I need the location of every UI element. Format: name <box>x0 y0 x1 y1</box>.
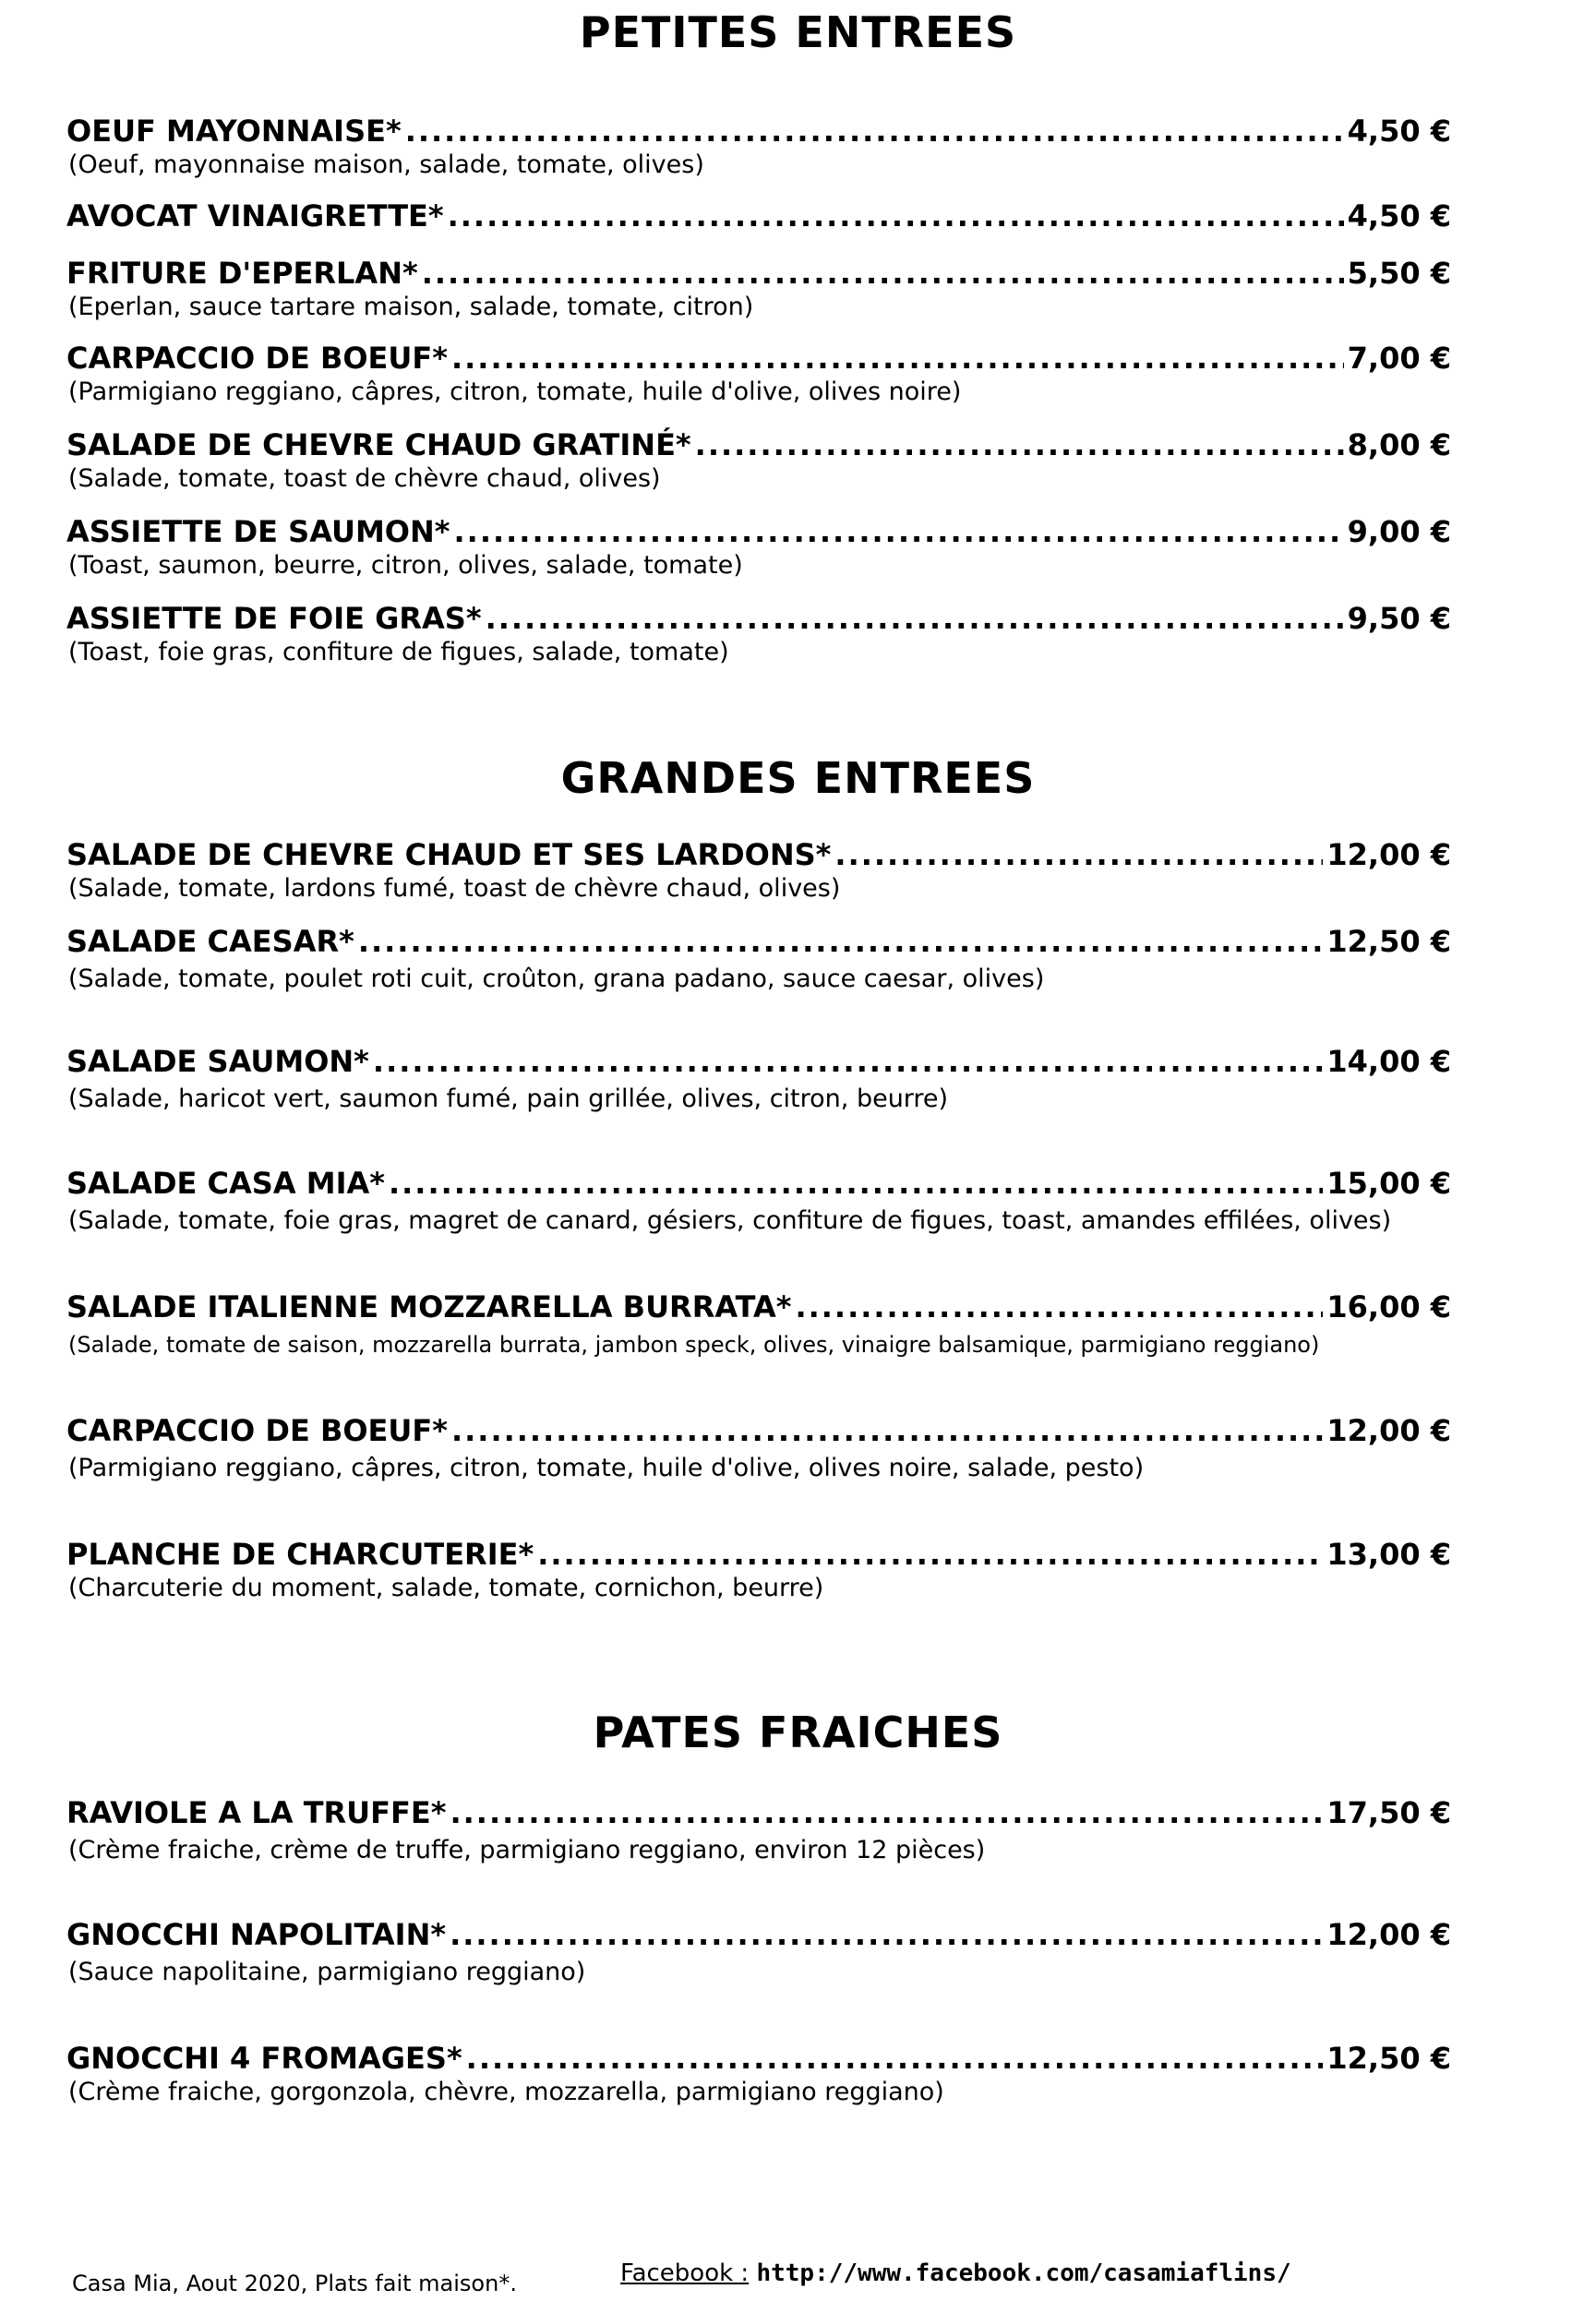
item-price: 9,00 € <box>1347 514 1451 549</box>
menu-item <box>66 1043 1451 1115</box>
item-name: SALADE CASA MIA* <box>66 1166 385 1201</box>
item-price: 9,50 € <box>1347 601 1451 636</box>
facebook-label: Facebook : <box>620 2259 750 2287</box>
item-name: SALADE SAUMON* <box>66 1044 369 1079</box>
menu-item <box>66 923 1451 995</box>
item-name: SALADE CAESAR* <box>66 924 354 959</box>
menu-item <box>66 836 1451 905</box>
item-price: 12,50 € <box>1326 2041 1451 2076</box>
item-name: CARPACCIO DE BOEUF* <box>66 341 448 376</box>
leader-dots <box>389 1165 1323 1202</box>
menu-item <box>66 600 1451 668</box>
footer-note: Casa Mia, Aout 2020, Plats fait maison*. <box>72 2271 517 2296</box>
item-price: 12,50 € <box>1326 924 1451 959</box>
leader-dots <box>466 2040 1324 2077</box>
menu-item <box>66 198 1451 234</box>
item-name: ASSIETTE DE FOIE GRAS* <box>66 601 482 636</box>
item-description: (Salade, tomate, poulet roti cuit, croûton, grana padano, sauce caesar, olives) <box>68 965 1045 993</box>
leader-dots <box>834 836 1323 873</box>
item-name: ASSIETTE DE SAUMON* <box>66 514 450 549</box>
item-description: (Salade, tomate de saison, mozzarella burrata, jambon speck, olives, vinaigre balsamique, parmigiano reggiano) <box>68 1332 1320 1358</box>
section-title-pates-fraiches: PATES FRAICHES <box>593 1708 1003 1757</box>
section-title-petites-entrees: PETITES ENTREES <box>579 7 1017 57</box>
leader-dots <box>450 1916 1323 1953</box>
item-name: FRITURE D'EPERLAN* <box>66 256 418 291</box>
menu-item <box>66 2040 1451 2108</box>
item-description: (Crème fraiche, gorgonzola, chèvre, mozzarella, parmigiano reggiano) <box>68 2078 944 2106</box>
item-price: 8,00 € <box>1347 427 1451 462</box>
item-name: SALADE DE CHEVRE CHAUD GRATINÉ* <box>66 427 691 462</box>
item-description: (Charcuterie du moment, salade, tomate, cornichon, beurre) <box>68 1574 824 1602</box>
item-price: 4,50 € <box>1347 114 1451 149</box>
leader-dots <box>695 426 1344 463</box>
item-description: (Toast, saumon, beurre, citron, olives, salade, tomate) <box>68 551 743 580</box>
leader-dots <box>422 255 1344 292</box>
item-name: PLANCHE DE CHARCUTERIE* <box>66 1537 534 1572</box>
item-description: (Salade, haricot vert, saumon fumé, pain grillée, olives, citron, beurre) <box>68 1085 949 1113</box>
item-description: (Toast, foie gras, confiture de figues, salade, tomate) <box>68 638 729 666</box>
leader-dots <box>448 198 1344 234</box>
item-price: 4,50 € <box>1347 198 1451 234</box>
item-price: 17,50 € <box>1326 1795 1451 1830</box>
item-description: (Salade, tomate, toast de chèvre chaud, olives) <box>68 464 661 493</box>
menu-item <box>66 1165 1451 1237</box>
item-name: CARPACCIO DE BOEUF* <box>66 1413 448 1448</box>
item-name: RAVIOLE A LA TRUFFE* <box>66 1795 447 1830</box>
item-name: AVOCAT VINAIGRETTE* <box>66 198 444 234</box>
item-description: (Salade, tomate, foie gras, magret de canard, gésiers, confiture de figues, toast, amandes effilées, olives) <box>68 1206 1392 1235</box>
menu-item <box>66 1536 1451 1604</box>
item-price: 12,00 € <box>1326 837 1451 872</box>
item-name: SALADE DE CHEVRE CHAUD ET SES LARDONS* <box>66 837 832 872</box>
item-description: (Sauce napolitaine, parmigiano reggiano) <box>68 1958 586 1986</box>
section-title-grandes-entrees: GRANDES ENTREES <box>560 753 1036 803</box>
leader-dots <box>537 1536 1323 1573</box>
item-price: 13,00 € <box>1326 1537 1451 1572</box>
leader-dots <box>795 1288 1323 1325</box>
menu-item <box>66 113 1451 181</box>
menu-item <box>66 1412 1451 1484</box>
leader-dots <box>451 340 1344 377</box>
menu-item <box>66 426 1451 495</box>
item-name: OEUF MAYONNAISE* <box>66 114 402 149</box>
footer-facebook <box>620 2259 1291 2287</box>
item-price: 7,00 € <box>1347 341 1451 376</box>
item-price: 12,00 € <box>1326 1917 1451 1952</box>
item-name: SALADE ITALIENNE MOZZARELLA BURRATA* <box>66 1289 792 1324</box>
leader-dots <box>450 1794 1323 1831</box>
menu-item <box>66 1916 1451 1988</box>
menu-item <box>66 513 1451 581</box>
leader-dots <box>486 600 1344 637</box>
item-description: (Parmigiano reggiano, câpres, citron, tomate, huile d'olive, olives noire, salade, pesto) <box>68 1454 1145 1482</box>
menu-item <box>66 340 1451 408</box>
item-description: (Crème fraiche, crème de truffe, parmigiano reggiano, environ 12 pièces) <box>68 1836 986 1864</box>
leader-dots <box>405 113 1344 150</box>
facebook-link[interactable]: http://www.facebook.com/casamiaflins/ <box>756 2259 1291 2287</box>
item-price: 15,00 € <box>1326 1166 1451 1201</box>
item-description: (Eperlan, sauce tartare maison, salade, tomate, citron) <box>68 293 754 321</box>
item-price: 14,00 € <box>1326 1044 1451 1079</box>
item-description: (Salade, tomate, lardons fumé, toast de chèvre chaud, olives) <box>68 874 841 903</box>
leader-dots <box>454 513 1344 550</box>
leader-dots <box>373 1043 1323 1080</box>
item-price: 5,50 € <box>1347 256 1451 291</box>
leader-dots <box>451 1412 1323 1449</box>
menu-item <box>66 1288 1451 1360</box>
menu-item <box>66 1794 1451 1866</box>
item-price: 12,00 € <box>1326 1413 1451 1448</box>
item-price: 16,00 € <box>1326 1289 1451 1324</box>
item-description: (Parmigiano reggiano, câpres, citron, tomate, huile d'olive, olives noire) <box>68 378 962 406</box>
item-description: (Oeuf, mayonnaise maison, salade, tomate, olives) <box>68 150 704 179</box>
menu-item <box>66 255 1451 323</box>
item-name: GNOCCHI NAPOLITAIN* <box>66 1917 447 1952</box>
item-name: GNOCCHI 4 FROMAGES* <box>66 2041 462 2076</box>
leader-dots <box>358 923 1324 960</box>
